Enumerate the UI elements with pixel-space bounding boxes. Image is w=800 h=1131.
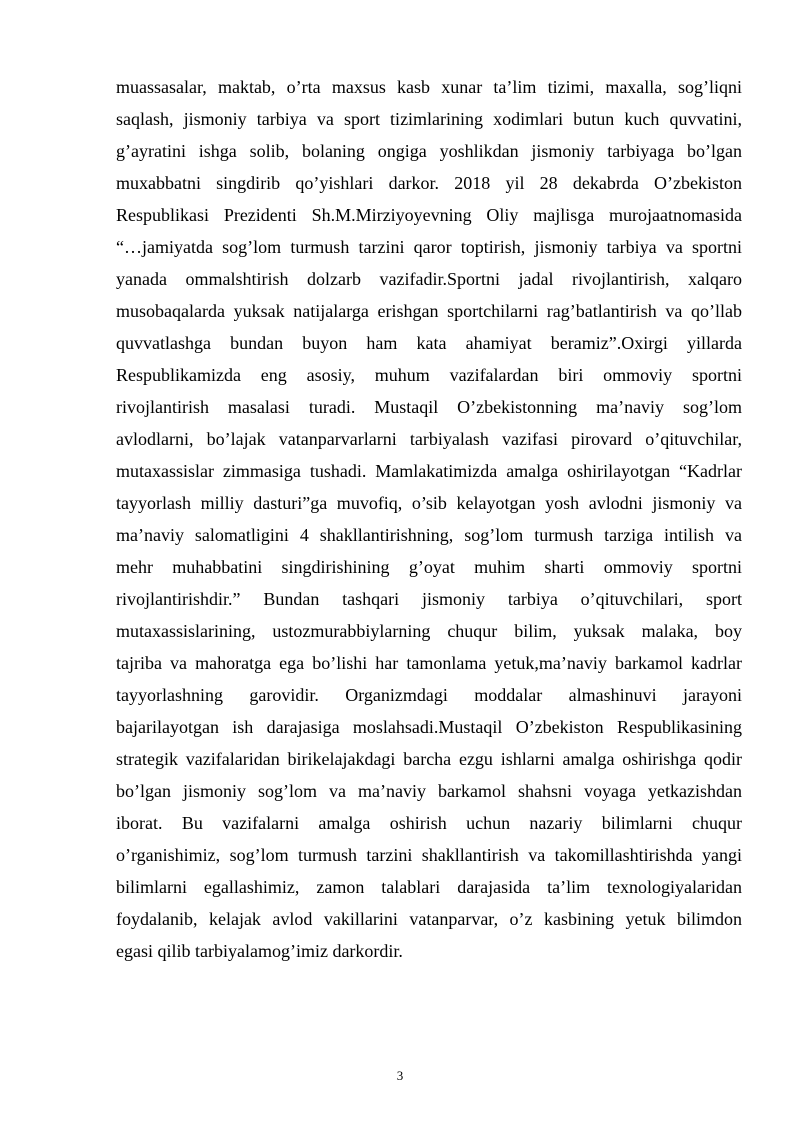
text-line: o’rganishimiz, sog’lom turmush tarzini shakllantirish va takomillashtirishda yangi bbox=[116, 845, 742, 865]
text-line: “…jamiyatda sog’lom turmush tarzini qaror toptirish, jismoniy tarbiya va sportni bbox=[116, 237, 742, 257]
text-line: musobaqalarda yuksak natijalarga erishgan sportchilarni rag’batlantirish va qo’llab bbox=[116, 301, 742, 321]
text-line: muxabbatni singdirib qo’yishlari darkor. 2018 yil 28 dekabrda O’zbekiston bbox=[116, 173, 742, 193]
text-line-last: egasi qilib tarbiyalamog’imiz darkordir. bbox=[116, 941, 403, 961]
text-line: Respublikasi Prezidenti Sh.M.Mirziyoyevning Oliy majlisga murojaatnomasida bbox=[116, 205, 742, 225]
text-line: yanada ommalshtirish dolzarb vazifadir.Sportni jadal rivojlantirish, xalqaro bbox=[116, 269, 742, 289]
page-number: 3 bbox=[396, 1068, 404, 1083]
text-line: quvvatlashga bundan buyon ham kata ahamiyat beramiz”.Oxirgi yillarda bbox=[116, 333, 742, 353]
text-line: saqlash, jismoniy tarbiya va sport tizimlarining xodimlari butun kuch quvvatini, bbox=[116, 109, 742, 129]
text-line: ma’naviy salomatligini 4 shakllantirishning, sog’lom turmush tarziga intilish va bbox=[116, 525, 742, 545]
text-line: foydalanib, kelajak avlod vakillarini vatanparvar, o’z kasbining yetuk bilimdon bbox=[116, 909, 742, 929]
text-line: rivojlantirishdir.” Bundan tashqari jismoniy tarbiya o’qituvchilari, sport bbox=[116, 589, 742, 609]
text-line: mehr muhabbatini singdirishining g’oyat muhim sharti ommoviy sportni bbox=[116, 557, 742, 577]
text-line: mutaxassislarining, ustozmurabbiylarning chuqur bilim, yuksak malaka, boy bbox=[116, 621, 742, 641]
text-line: rivojlantirish masalasi turadi. Mustaqil O’zbekistonning ma’naviy sog’lom bbox=[116, 397, 742, 417]
text-line: tajriba va mahoratga ega bo’lishi har tamonlama yetuk,ma’naviy barkamol kadrlar bbox=[116, 653, 742, 673]
text-line: Respublikamizda eng asosiy, muhum vazifalardan biri ommoviy sportni bbox=[116, 365, 742, 385]
text-line: bajarilayotgan ish darajasiga moslahsadi.Mustaqil O’zbekiston Respublikasining bbox=[116, 717, 742, 737]
text-line: bilimlarni egallashimiz, zamon talablari darajasida ta’lim texnologiyalaridan bbox=[116, 877, 742, 897]
text-line: bo’lgan jismoniy sog’lom va ma’naviy barkamol shahsni voyaga yetkazishdan bbox=[116, 781, 742, 801]
body-paragraph bbox=[116, 71, 742, 967]
text-line: tayyorlashning garovidir. Organizmdagi moddalar almashinuvi jarayoni bbox=[116, 685, 742, 705]
text-line: mutaxassislar zimmasiga tushadi. Mamlakatimizda amalga oshirilayotgan “Kadrlar bbox=[116, 461, 742, 481]
text-line: iborat. Bu vazifalarni amalga oshirish uchun nazariy bilimlarni chuqur bbox=[116, 813, 742, 833]
text-line: g’ayratini ishga solib, bolaning ongiga yoshlikdan jismoniy tarbiyaga bo’lgan bbox=[116, 141, 742, 161]
text-line: strategik vazifalaridan birikelajakdagi barcha ezgu ishlarni amalga oshirishga qodir bbox=[116, 749, 742, 769]
text-line: muassasalar, maktab, o’rta maxsus kasb xunar ta’lim tizimi, maxalla, sog’liqni bbox=[116, 77, 742, 97]
text-line: avlodlarni, bo’lajak vatanparvarlarni tarbiyalash vazifasi pirovard o’qituvchilar, bbox=[116, 429, 742, 449]
text-line: tayyorlash milliy dasturi”ga muvofiq, o’sib kelayotgan yosh avlodni jismoniy va bbox=[116, 493, 742, 513]
